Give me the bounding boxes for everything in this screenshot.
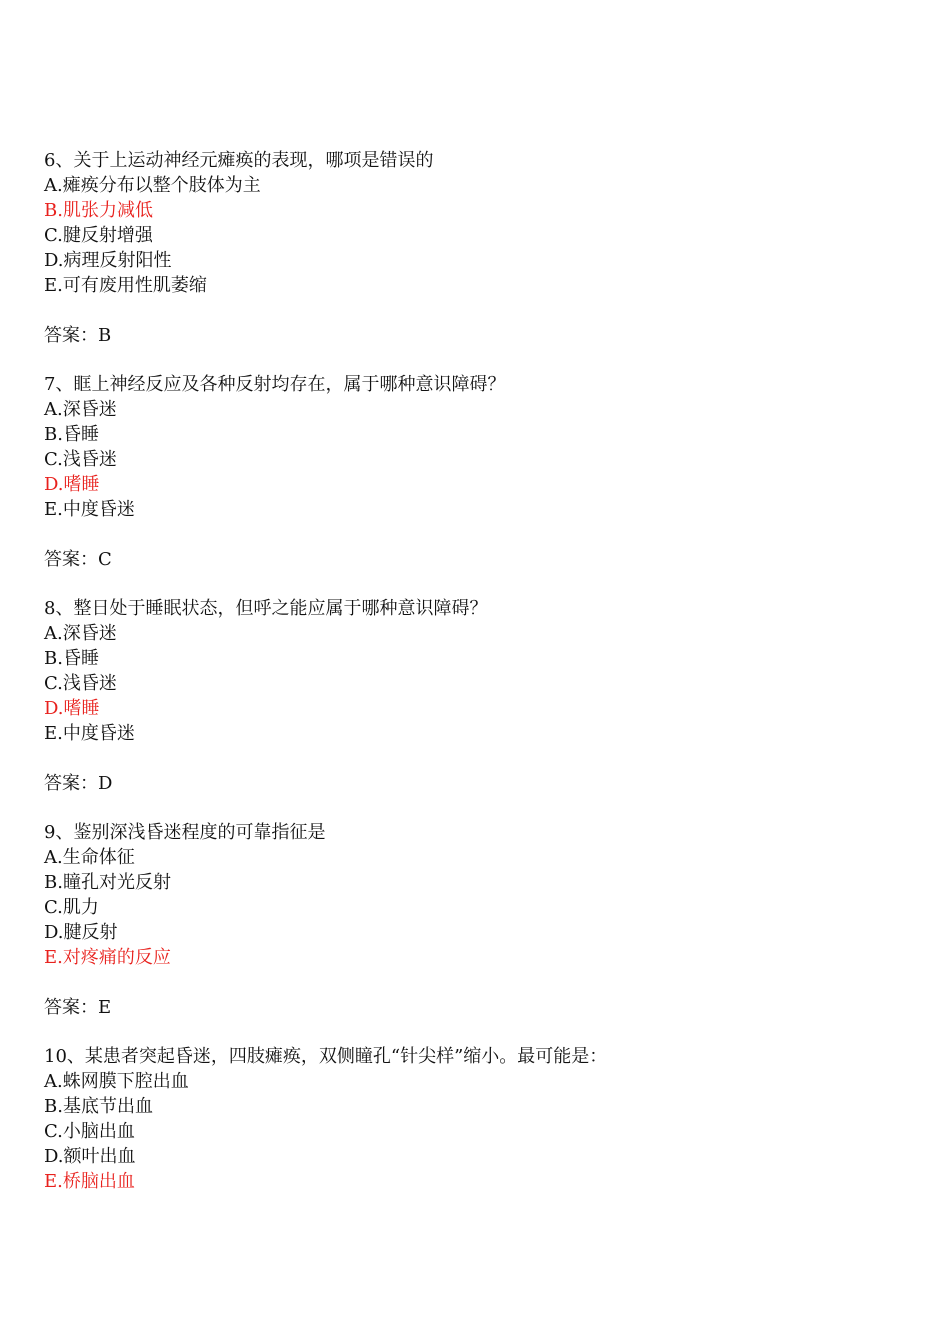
question-stem: 8、整日处于睡眠状态，但呼之能应属于哪种意识障碍？ (44, 598, 488, 619)
answer-line: 答案：D (44, 773, 113, 794)
document-page (44, 148, 924, 1194)
option-d: D.额叶出血 (44, 1146, 136, 1167)
option-d: D.腱反射 (44, 922, 118, 943)
question-10 (44, 1044, 924, 1194)
option-c: C.浅昏迷 (44, 449, 117, 470)
option-e: E.中度昏迷 (44, 723, 135, 744)
question-stem: 7、眶上神经反应及各种反射均存在，属于哪种意识障碍？ (44, 374, 506, 395)
option-a: A.深昏迷 (44, 399, 117, 420)
option-d-highlighted: D.嗜睡 (44, 698, 100, 719)
option-a: A.瘫痪分布以整个肢体为主 (44, 175, 261, 196)
question-6 (44, 148, 924, 348)
question-stem: 6、关于上运动神经元瘫痪的表现，哪项是错误的 (44, 150, 434, 171)
option-a: A.深昏迷 (44, 623, 117, 644)
option-b-highlighted: B.肌张力减低 (44, 200, 153, 221)
answer-line: 答案：B (44, 325, 112, 346)
option-e: E.可有废用性肌萎缩 (44, 275, 207, 296)
option-b: B.昏睡 (44, 648, 99, 669)
option-e-highlighted: E.对疼痛的反应 (44, 947, 171, 968)
answer-line: 答案：E (44, 997, 112, 1018)
question-8 (44, 596, 924, 796)
option-c: C.小脑出血 (44, 1121, 135, 1142)
option-b: B.基底节出血 (44, 1096, 153, 1117)
question-9 (44, 820, 924, 1020)
question-stem: 9、鉴别深浅昏迷程度的可靠指征是 (44, 822, 326, 843)
answer-line: 答案：C (44, 549, 112, 570)
option-a: A.蛛网膜下腔出血 (44, 1071, 189, 1092)
option-a: A.生命体征 (44, 847, 135, 868)
option-e: E.中度昏迷 (44, 499, 135, 520)
option-b: B.昏睡 (44, 424, 99, 445)
option-d-highlighted: D.嗜睡 (44, 474, 100, 495)
option-e-highlighted: E.桥脑出血 (44, 1171, 135, 1192)
question-stem: 10、某患者突起昏迷，四肢瘫痪，双侧瞳孔“针尖样”缩小。最可能是： (44, 1046, 608, 1067)
question-7 (44, 372, 924, 572)
option-c: C.腱反射增强 (44, 225, 153, 246)
option-d: D.病理反射阳性 (44, 250, 172, 271)
option-c: C.浅昏迷 (44, 673, 117, 694)
option-c: C.肌力 (44, 897, 99, 918)
option-b: B.瞳孔对光反射 (44, 872, 171, 893)
